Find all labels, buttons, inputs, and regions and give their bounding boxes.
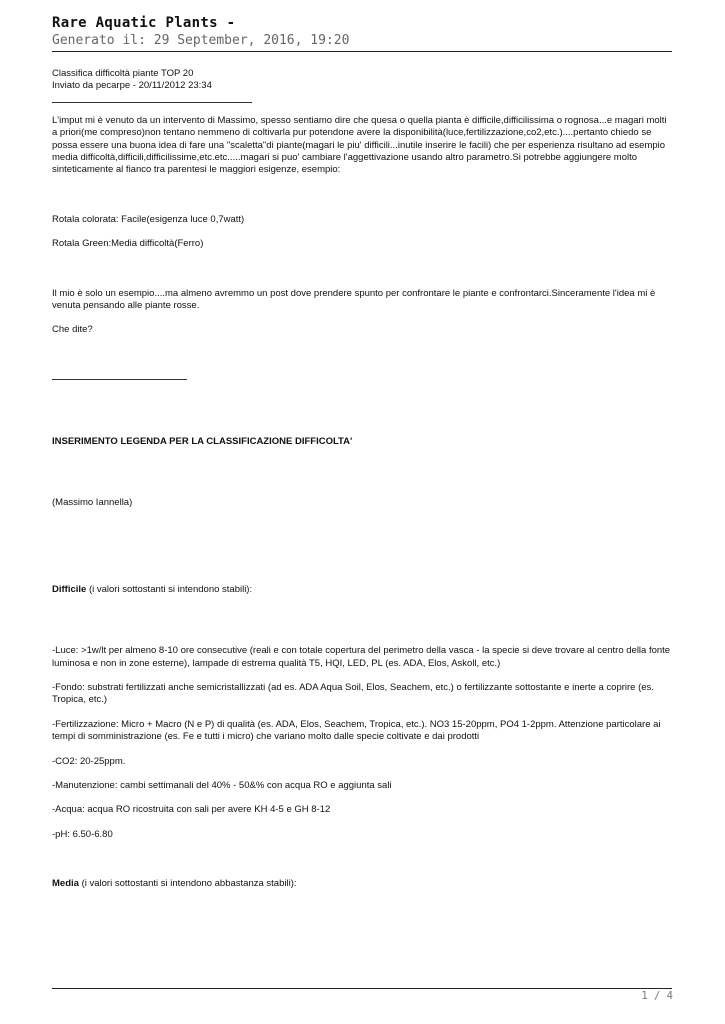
site-title: Rare Aquatic Plants - <box>52 15 236 31</box>
document-body <box>52 68 674 891</box>
legend-author: (Massimo Iannella) <box>52 497 133 509</box>
manutenzione-requirement: -Manutenzione: cambi settimanali del 40% - 50&% con acqua RO e aggiunta sali <box>52 779 392 791</box>
example-rotala-green: Rotala Green:Media difficoltà(Ferro) <box>52 238 204 250</box>
footer-divider <box>52 988 672 989</box>
page-header <box>52 14 672 50</box>
post-question: Che dite? <box>52 324 93 336</box>
media-paragraph <box>52 878 674 890</box>
difficile-label: Difficile <box>52 583 87 595</box>
post-title: Classifica difficoltà piante TOP 20 <box>52 68 194 79</box>
section-divider <box>52 379 187 380</box>
page-number: 1 / 4 <box>641 990 673 1002</box>
difficile-note: (i valori sottostanti si intendono stabili): <box>86 583 253 595</box>
co2-requirement: -CO2: 20-25ppm. <box>52 755 126 767</box>
media-note: (i valori sottostanti si intendono abbastanza stabili): <box>78 878 297 890</box>
fertilizzazione-requirement: -Fertilizzazione: Micro + Macro (N e P) di qualità (es. ADA, Elos, Seachem, Tropica, etc.). NO3 15-20ppm, PO4 1-2ppm. Attenzione particolare ai tempi di somministrazione (es. Fe e tutti i micro) che variano molto dalle specie coltivate e dai prodotti <box>52 718 661 743</box>
example-rotala-colorata: Rotala colorata: Facile(esigenza luce 0,7watt) <box>52 213 245 225</box>
ph-requirement: -pH: 6.50-6.80 <box>52 828 113 840</box>
difficile-paragraph <box>52 584 674 596</box>
post-meta: Inviato da pecarpe - 20/11/2012 23:34 <box>52 80 212 92</box>
header-divider <box>52 51 672 52</box>
generated-timestamp: Generato il: 29 September, 2016, 19:20 <box>52 33 350 48</box>
post-intro: L'imput mi è venuto da un intervento di Massimo, spesso sentiamo dire che quesa o quella pianta è difficile,difficilissima o rognosa...e magari molti a priori(me compreso)non tentano nemmeno di coltivarla pur potendone avere la disponibilità(luce,fertilizzazione,co2,etc.)....pertanto chiedo se possa essere una buona idea di fare una "scaletta"di piante(magari le piu' difficili...inutile inserire le facili) che per esperienza risultano ad esempio media difficoltà,difficili,difficilissime,etc.etc.....magari si puo' cambiare l'aggettivazione usando altro parametro.Si potrebbe aggiungere molto sinteticamente al fianco tra parentesi le maggiori esigenze, esempio: <box>52 114 667 176</box>
post-divider <box>52 102 252 103</box>
post-closing: Il mio è solo un esempio....ma almeno avremmo un post dove prendere spunto per confrontare le piante e confrontarci.Sinceramente l'idea mi è venuta pensando alle piante rosse. <box>52 287 656 312</box>
acqua-requirement: -Acqua: acqua RO ricostruita con sali per avere KH 4-5 e GH 8-12 <box>52 804 331 816</box>
fondo-requirement: -Fondo: substrati fertilizzati anche semicristallizzati (ad es. ADA Aqua Soil, Elos, Seachem, etc.) o fertilizzante sottostante e inerte a coprire (es. Tropica, etc.) <box>52 681 654 706</box>
luce-requirement: -Luce: >1w/lt per almeno 8-10 ore consecutive (reali e con totale copertura del perimetro della vasca - la specie si deve trovare al centro della fonte luminosa e non in zone esterne), lampade di estrema qualità T5, HQI, LED, PL (es. ADA, Elos, Askoll, etc.) <box>52 645 671 669</box>
media-label: Media <box>52 878 79 890</box>
legend-heading: INSERIMENTO LEGENDA PER LA CLASSIFICAZIONE DIFFICOLTA' <box>52 435 353 447</box>
